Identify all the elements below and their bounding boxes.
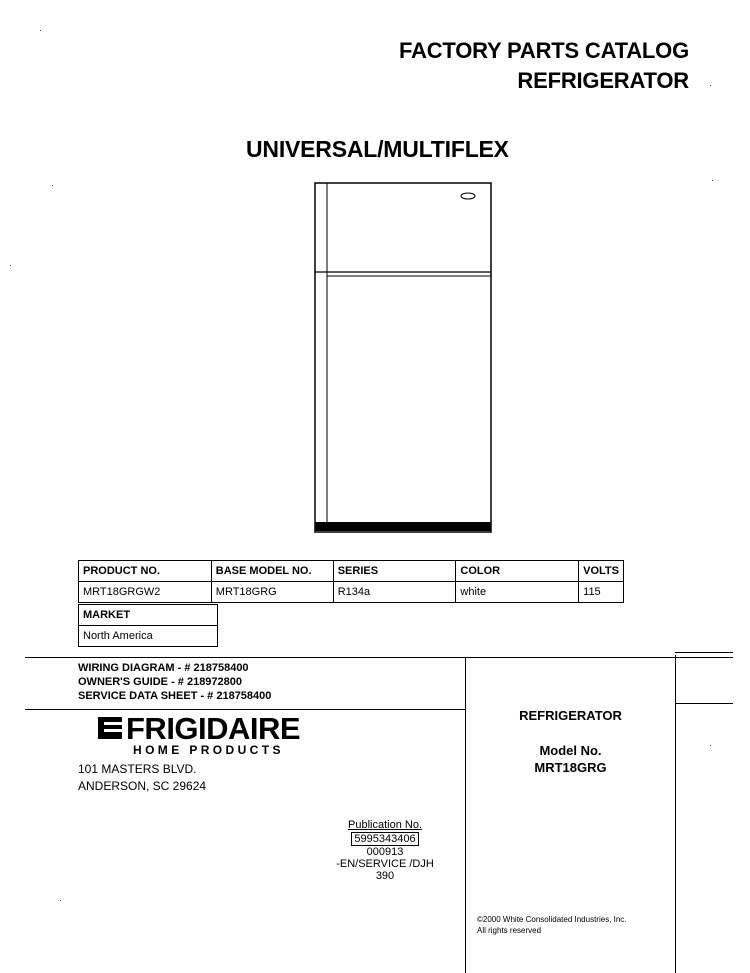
model-no-value: MRT18GRG	[534, 760, 607, 775]
right-box-left-border	[465, 657, 466, 973]
copyright-line-2: All rights reserved	[477, 926, 542, 935]
publication-code-3: 390	[375, 870, 395, 882]
market-value: North America	[79, 626, 218, 647]
service-data-sheet-ref: SERVICE DATA SHEET - # 218758400	[78, 690, 272, 702]
scan-speck	[712, 180, 713, 181]
right-box-mid-extension	[675, 703, 733, 704]
scan-speck	[10, 265, 11, 266]
publication-code-2: -EN/SERVICE /DJH	[336, 858, 434, 870]
scan-speck	[710, 85, 711, 86]
header-series: SERIES	[333, 561, 456, 582]
logo-mark	[98, 717, 122, 739]
scan-speck	[40, 30, 41, 31]
market-table	[78, 604, 218, 647]
right-box-title: REFRIGERATOR	[519, 708, 622, 723]
scan-speck	[710, 745, 711, 746]
copyright-line-1: ©2000 White Consolidated Industries, Inc.	[477, 915, 627, 924]
publication-code-1: 000913	[366, 846, 404, 858]
cell-volts: 115	[579, 582, 624, 603]
cell-base-model: MRT18GRG	[211, 582, 333, 603]
product-spec-table	[78, 560, 624, 603]
address-line-1: 101 MASTERS BLVD.	[78, 762, 197, 776]
scan-speck	[60, 900, 61, 901]
wiring-diagram-ref: WIRING DIAGRAM - # 218758400	[78, 662, 249, 674]
publication-block	[325, 819, 445, 882]
logo-wordmark: FRIGIDAIRE	[126, 711, 301, 746]
divider-top	[25, 657, 733, 658]
right-box-top-extension	[675, 652, 733, 653]
logo-tagline: HOME PRODUCTS	[133, 743, 284, 757]
owners-guide-ref: OWNER'S GUIDE - # 218972800	[78, 676, 243, 688]
catalog-subtitle-refrigerator: REFRIGERATOR	[517, 68, 689, 93]
header-product-no: PRODUCT NO.	[79, 561, 212, 582]
refrigerator-illustration	[310, 180, 496, 536]
cell-color: white	[456, 582, 579, 603]
address-line-2: ANDERSON, SC 29624	[78, 779, 207, 793]
spec-table-header-row	[79, 561, 624, 582]
header-base-model: BASE MODEL NO.	[211, 561, 333, 582]
header-volts: VOLTS	[579, 561, 624, 582]
model-no-label: Model No.	[539, 743, 602, 758]
header-color: COLOR	[456, 561, 579, 582]
scan-speck	[52, 185, 53, 186]
catalog-title: FACTORY PARTS CATALOG	[399, 38, 689, 63]
product-line-title: UNIVERSAL/MULTIFLEX	[246, 136, 509, 162]
cell-product-no: MRT18GRGW2	[79, 582, 212, 603]
publication-number: 5995343406	[351, 832, 418, 846]
publication-label: Publication No.	[348, 819, 422, 831]
divider-mid	[25, 709, 466, 710]
spec-table-row	[79, 582, 624, 603]
cell-series: R134a	[333, 582, 456, 603]
market-label: MARKET	[79, 605, 218, 626]
frigidaire-logo	[98, 711, 300, 747]
